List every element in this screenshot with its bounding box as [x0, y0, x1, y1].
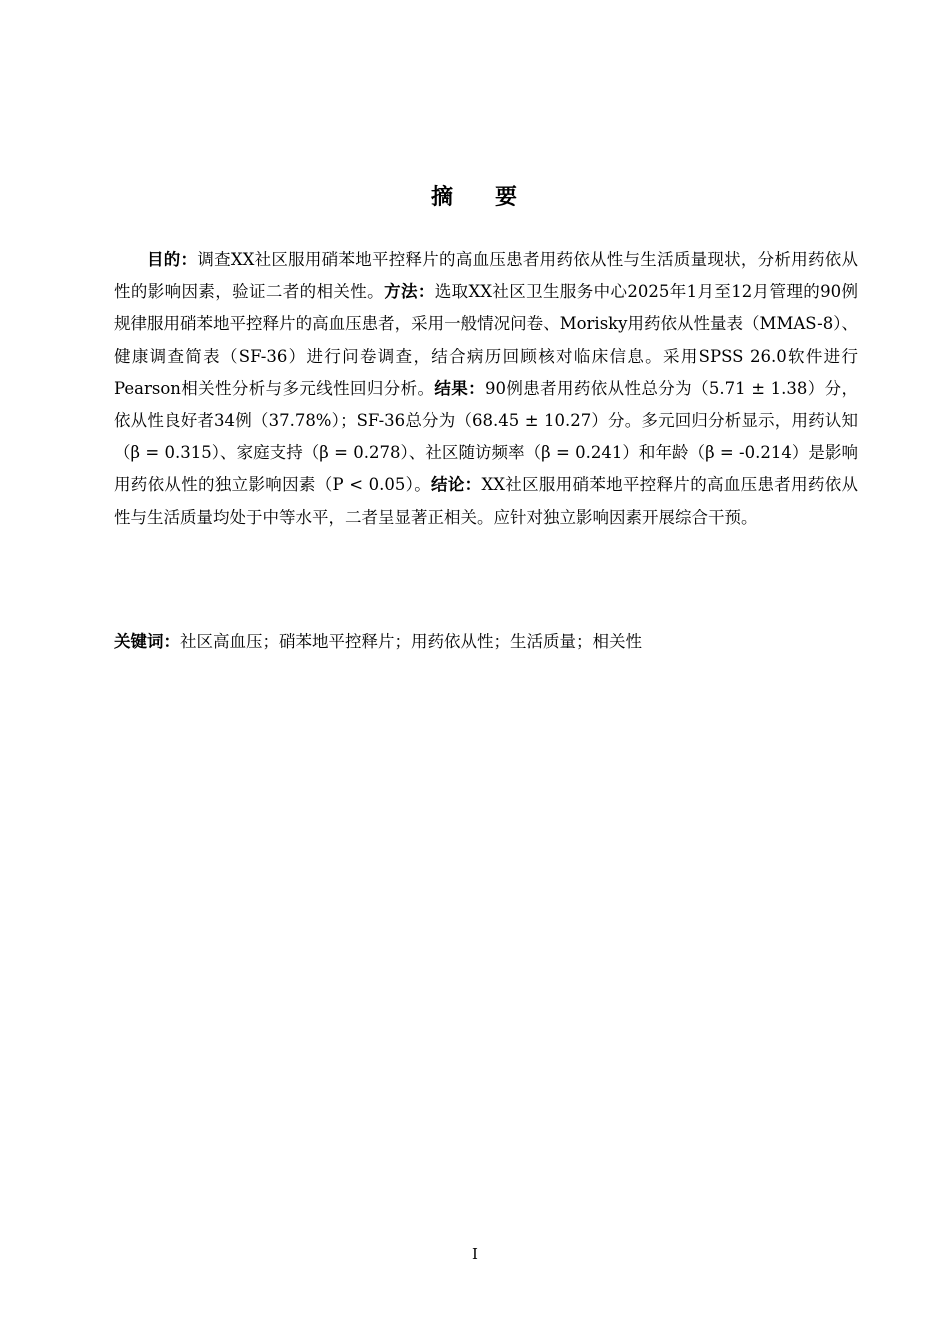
abstract-body [114, 244, 858, 534]
keywords-text: 社区高血压；硝苯地平控释片；用药依从性；生活质量；相关性 [180, 632, 642, 651]
abstract-title [0, 180, 950, 211]
keywords-line [114, 626, 858, 658]
objective-text: 调查XX社区服用硝苯地平控释片的高血压患者用药依从性与生活质量现状，分析用药依从性的影响因素，验证二者的相关性。 [114, 250, 859, 302]
methods-text: 选取XX社区卫生服务中心2025年1月至12月管理的90例规律服用硝苯地平控释片的高血压患者，采用一般情况问卷、Morisky用药依从性量表（MMAS-8）、健康调查简表（SF-36）进行问卷调查，结合病历回顾核对临床信息。采用SPSS 26.0软件进行Pearson相关性分析与多元线性回归分析。 [114, 282, 859, 398]
results-label: 结果： [434, 378, 485, 398]
methods-label: 方法： [384, 282, 435, 302]
results-text: 90例患者用药依从性总分为（5.71 ± 1.38）分，依从性良好者34例（37.78%）；SF-36总分为（68.45 ± 10.27）分。多元回归分析显示，用药认知（β = 0.315）、家庭支持（β = 0.278）、社区随访频率（β = 0.241）和年龄（β = -0.214）是影响用药依从性的独立影响因素（P < 0.05）。 [114, 378, 858, 495]
keywords-label: 关键词： [114, 632, 180, 651]
conclusion-label: 结论： [431, 475, 482, 495]
abstract-title-char-2: 要 [495, 185, 520, 210]
page-number: I [472, 1245, 478, 1263]
objective-label: 目的： [147, 250, 198, 269]
abstract-title-char-1: 摘 [430, 185, 455, 210]
conclusion-text: XX社区服用硝苯地平控释片的高血压患者用药依从性与生活质量均处于中等水平，二者呈显著正相关。应针对独立影响因素开展综合干预。 [114, 475, 859, 527]
